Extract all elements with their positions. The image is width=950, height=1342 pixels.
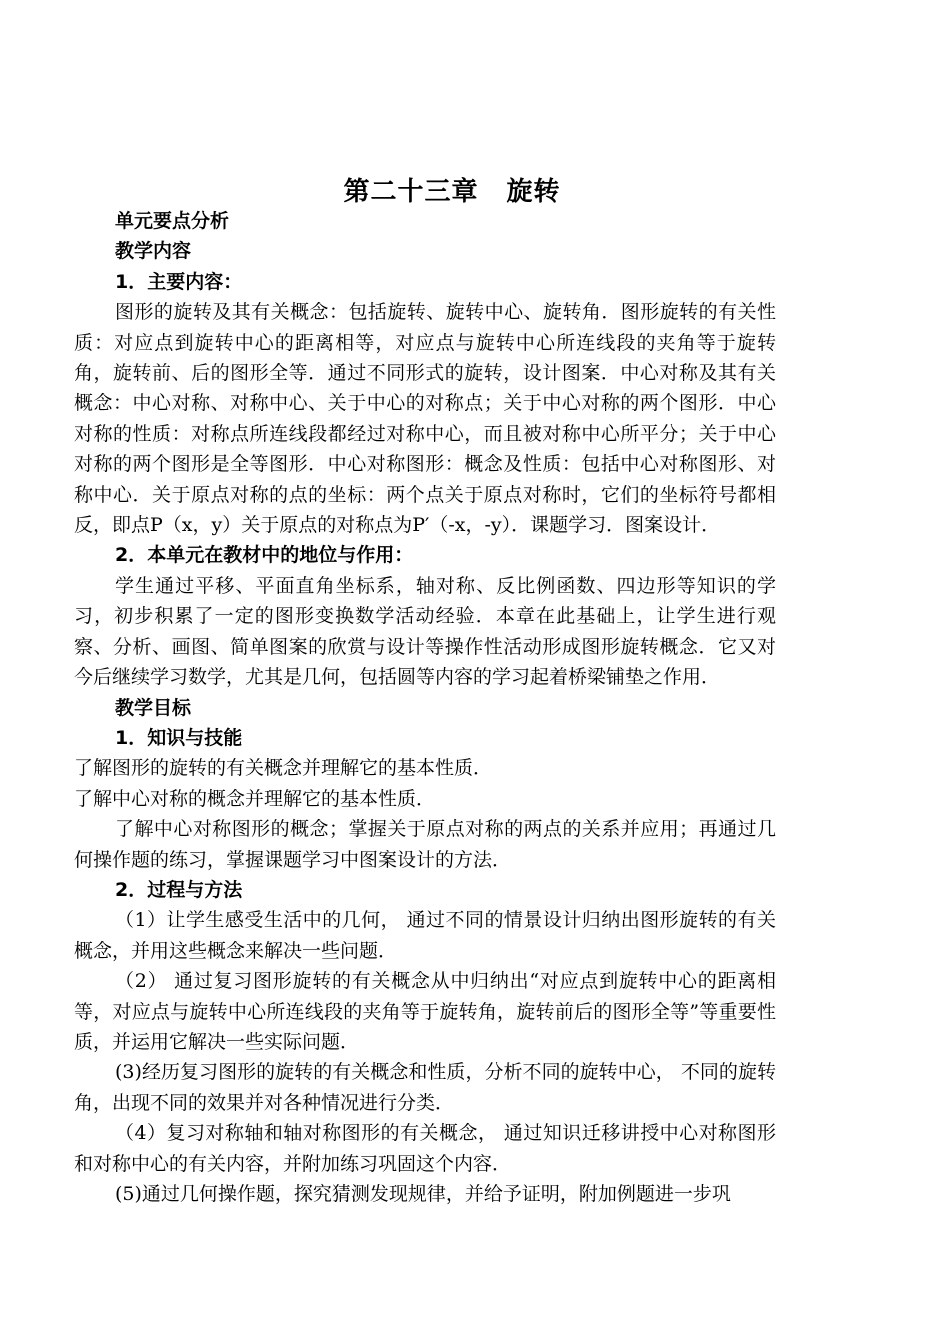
subheading-unit-role: 2．本单元在教材中的地位与作用： — [115, 544, 414, 567]
chapter-number: 第二十三章 — [343, 177, 479, 207]
section-heading-teaching-content: 教学内容 — [115, 240, 192, 263]
section-heading-teaching-goals: 教学目标 — [115, 696, 192, 719]
section-heading-unit-analysis: 单元要点分析 — [115, 210, 230, 232]
paragraph-goal-symmetric-figures: 了解中心对称图形的概念；掌握关于原点对称的两点的关系并应用；再通过几何操作题的练习，掌握课题学习中图案设计的方法． — [74, 818, 776, 871]
paragraph-method-2: （2） 通过复习图形旋转的有关概念从中归纳出“对应点到旋转中心的距离相等，对应点与旋转中心所连线段的夹角等于旋转角，旋转前后的图形全等”等重要性质，并运用它解决一些实际问题． — [74, 970, 776, 1053]
subheading-main-content: 1．主要内容： — [115, 270, 243, 293]
document-body — [74, 206, 776, 1209]
paragraph-method-5: (5)通过几何操作题，探究猜测发现规律，并给予证明，附加例题进一步巩 — [115, 1183, 731, 1205]
subheading-process-method: 2．过程与方法 — [115, 878, 243, 901]
paragraph-method-1: （1）让学生感受生活中的几何， 通过不同的情景设计归纳出图形旋转的有关概念，并用这些概念来解决一些问题． — [74, 909, 776, 962]
subheading-knowledge-skills: 1．知识与技能 — [115, 726, 243, 749]
paragraph-method-3: (3)经历复习图形的旋转的有关概念和性质，分析不同的旋转中心， 不同的旋转角，出现不同的效果并对各种情况进行分类． — [74, 1061, 776, 1114]
paragraph-unit-role: 学生通过平移、平面直角坐标系，轴对称、反比例函数、四边形等知识的学习，初步积累了一定的图形变换数学活动经验．本章在此基础上，让学生进行观察、分析、画图、简单图案的欣赏与设计等操作性活动形成图形旋转概念．它又对今后继续学习数学，尤其是几何，包括圆等内容的学习起着桥梁铺垫之作用． — [74, 574, 776, 689]
paragraph-goal-central-symmetry: 了解中心对称的概念并理解它的基本性质． — [74, 787, 436, 810]
paragraph-goal-rotation: 了解图形的旋转的有关概念并理解它的基本性质． — [74, 757, 493, 780]
paragraph-method-4: （4）复习对称轴和轴对称图形的有关概念， 通过知识迁移讲授中心对称图形和对称中心的有关内容，并附加练习巩固这个内容． — [74, 1122, 776, 1175]
chapter-name: 旋转 — [506, 177, 561, 207]
paragraph-main-content: 图形的旋转及其有关概念：包括旋转、旋转中心、旋转角．图形旋转的有关性质：对应点到旋转中心的距离相等，对应点与旋转中心所连线段的夹角等于旋转角，旋转前、后的图形全等．通过不同形式的旋转，设计图案．中心对称及其有关概念：中心对称、对称中心、关于中心的对称点；关于中心对称的两个图形．中心对称的性质：对称点所连线段都经过对称中心，而且被对称中心所平分；关于中心对称的两个图形是全等图形．中心对称图形：概念及性质：包括中心对称图形、对称中心．关于原点对称的点的坐标：两个点关于原点对称时，它们的坐标符号都相反，即点P（x，y）关于原点的对称点为P′（-x，-y）．课题学习．图案设计． — [74, 301, 776, 537]
